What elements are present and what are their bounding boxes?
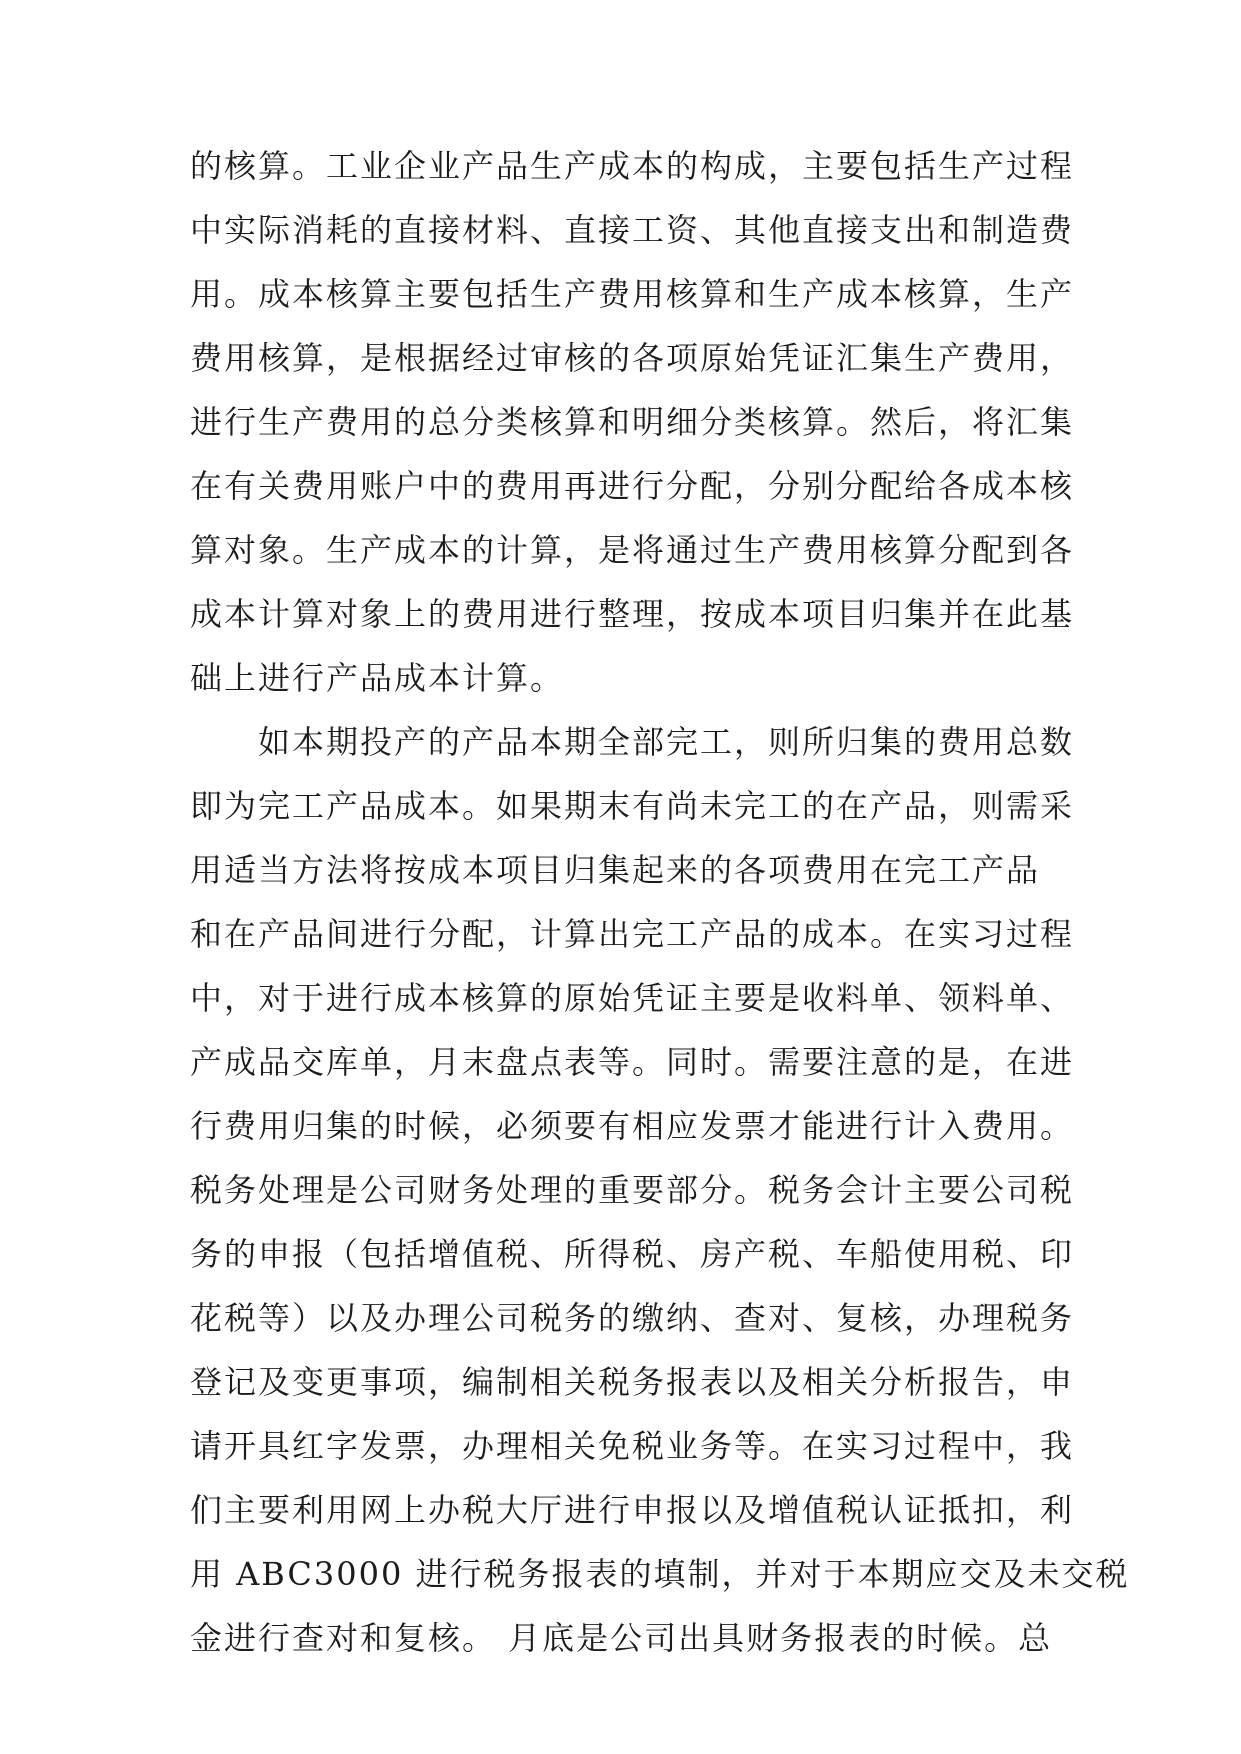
text-line: 在有关费用账户中的费用再进行分配，分别分配给各成本核 bbox=[190, 467, 1075, 505]
text-line: 如本期投产的产品本期全部完工，则所归集的费用总数 bbox=[190, 723, 1075, 761]
text-line: 花税等）以及办理公司税务的缴纳、查对、复核，办理税务 bbox=[190, 1299, 1075, 1337]
text-line: 成本计算对象上的费用进行整理，按成本项目归集并在此基 bbox=[190, 595, 1075, 633]
text-line: 进行生产费用的总分类核算和明细分类核算。然后，将汇集 bbox=[190, 403, 1075, 441]
text-line: 金进行查对和复核。 月底是公司出具财务报表的时候。总 bbox=[190, 1619, 1053, 1657]
text-line: 和在产品间进行分配，计算出完工产品的成本。在实习过程 bbox=[190, 915, 1075, 953]
text-line: 们主要利用网上办税大厅进行申报以及增值税认证抵扣，利 bbox=[190, 1491, 1075, 1529]
text-line: 用。成本核算主要包括生产费用核算和生产成本核算，生产 bbox=[190, 275, 1075, 313]
text-line: 产成品交库单，月末盘点表等。同时。需要注意的是，在进 bbox=[190, 1043, 1075, 1081]
text-line: 税务处理是公司财务处理的重要部分。税务会计主要公司税 bbox=[190, 1171, 1075, 1209]
text-line: 础上进行产品成本计算。 bbox=[190, 659, 565, 697]
text-line: 中，对于进行成本核算的原始凭证主要是收料单、领料单、 bbox=[190, 979, 1075, 1017]
text-line: 算对象。生产成本的计算，是将通过生产费用核算分配到各 bbox=[190, 531, 1075, 569]
text-line: 务的申报（包括增值税、所得税、房产税、车船使用税、印 bbox=[190, 1235, 1075, 1273]
text-line: 用 ABC3000 进行税务报表的填制，并对于本期应交及未交税 bbox=[190, 1555, 1130, 1593]
text-line: 用适当方法将按成本项目归集起来的各项费用在完工产品 bbox=[190, 851, 1041, 889]
text-line: 的核算。工业企业产品生产成本的构成，主要包括生产过程 bbox=[190, 147, 1075, 185]
text-line: 即为完工产品成本。如果期末有尚未完工的在产品，则需采 bbox=[190, 787, 1075, 825]
text-line: 中实际消耗的直接材料、直接工资、其他直接支出和制造费 bbox=[190, 211, 1075, 249]
text-line: 登记及变更事项，编制相关税务报表以及相关分析报告，申 bbox=[190, 1363, 1075, 1401]
text-line: 费用核算，是根据经过审核的各项原始凭证汇集生产费用， bbox=[190, 339, 1075, 377]
text-line: 请开具红字发票，办理相关免税业务等。在实习过程中，我 bbox=[190, 1427, 1075, 1465]
text-line: 行费用归集的时候，必须要有相应发票才能进行计入费用。 bbox=[190, 1107, 1075, 1145]
